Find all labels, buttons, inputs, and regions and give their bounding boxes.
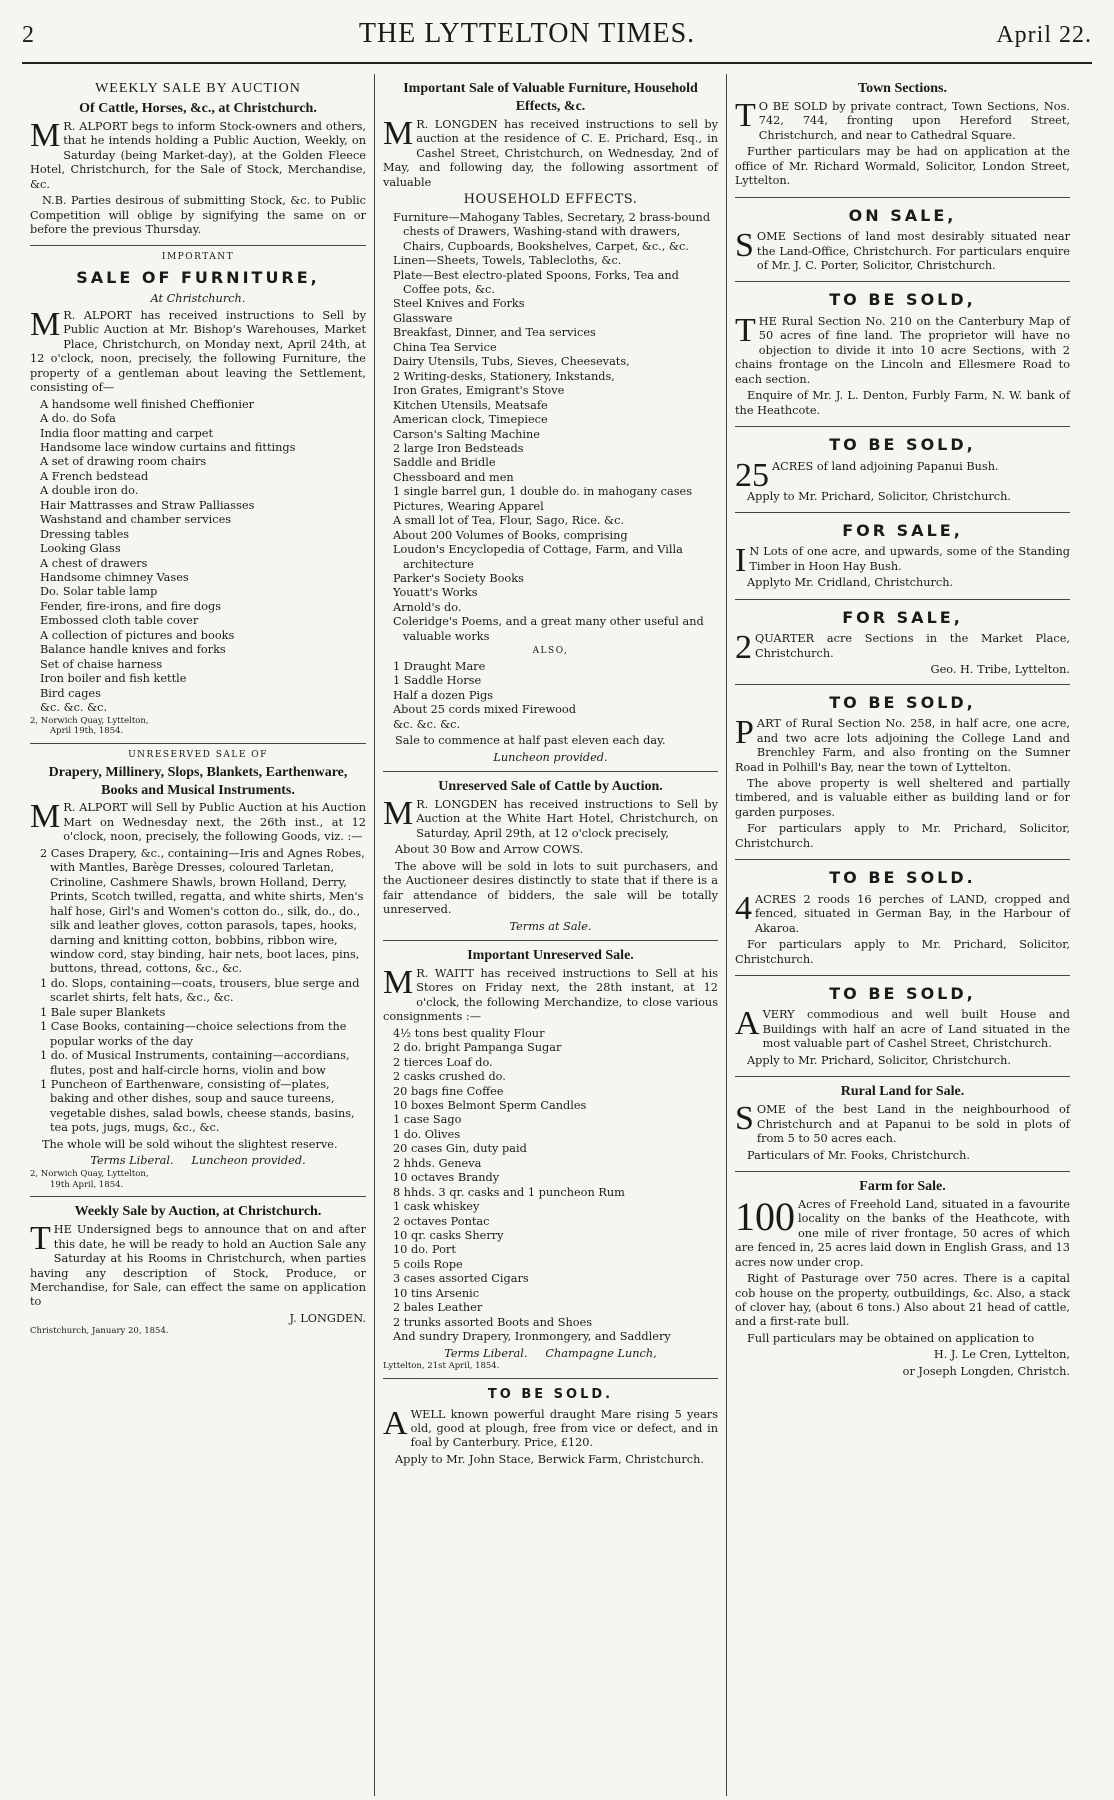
ad-body: QUARTER acre Sections in the Market Place, Christchurch. [755,632,1070,660]
list-item: &c. &c. &c. [40,701,108,715]
ad-quarter-acre [735,600,1070,685]
list-item: Plate—Best electro-plated Spoons, Forks, Tea and Coffee pots, &c. [393,268,679,296]
ad-body: R. WAITT has received instructions to Sell at his Stores on Friday next, the 28th instant, at 12 o'clock, the following Merchandize, to close various consignments :— [383,966,718,1024]
list-item: Fender, fire-irons, and fire dogs [40,599,222,613]
list-item: A handsome well finished Cheffionier [40,397,255,411]
address-line: 2, Norwich Quay, Lyttelton, [30,1168,149,1179]
list-item: A set of drawing room chairs [40,455,207,469]
ad-subheading: Of Cattle, Horses, &c., at Christchurch. [79,100,317,116]
list-item: 2 tierces Loaf do. [393,1055,493,1069]
ad-body-2: Enquire of Mr. J. L. Denton, Furbly Farm, N. W. bank of the Heathcote. [735,389,1070,417]
ad-sale-of-furniture [30,246,366,744]
ad-body-2: Particulars of Mr. Fooks, Christchurch. [747,1148,970,1162]
list-item: Do. Solar table lamp [40,585,158,599]
newspaper-title: THE LYTTELTON TIMES. [358,18,696,49]
list-item: 5 coils Rope [393,1257,463,1271]
drop-cap: A [735,1005,760,1043]
list-item: About 25 cords mixed Firewood [393,703,576,717]
ad-date: Christchurch, January 20, 1854. [30,1326,169,1337]
ad-kicker: UNRESERVED SALE OF [128,750,268,761]
ad-rural-section-210 [735,282,1070,427]
drop-cap: M [30,116,61,154]
list-item: China Tea Service [393,340,497,354]
ad-heading: Important Unreserved Sale. [467,947,634,963]
ad-heading: FOR SALE, [842,607,963,627]
ad-body: R. LONGDEN has received instructions to Sell by Auction at the White Hart Hotel, Christchurch, on Saturday, April 29th, at 12 o'clock precisely, [416,797,718,840]
list-item: 1 Case Books, containing—choice selections from the popular works of the day [40,1020,347,1048]
ad-body-2: For particulars apply to Mr. Prichard, Solicitor, Christchurch. [735,938,1070,966]
item-list [383,1027,718,1345]
list-item: Looking Glass [40,542,121,556]
drop-cap: T [735,96,756,134]
item-list [30,398,366,716]
ad-body: VERY commodious and well built House and Buildings with half an acre of Land situated in the most valuable part of Cashel Street, Christchurch. [762,1008,1070,1051]
ad-heading: Town Sections. [858,81,947,96]
list-item: 2 hhds. Geneva [393,1156,482,1170]
list-item: Saddle and Bridle [393,456,496,470]
list-item: Glassware [393,311,453,325]
ad-household-effects [383,74,718,772]
list-item: Breakfast, Dinner, and Tea services [393,326,596,340]
list-item: 2 octaves Pontac [393,1214,490,1228]
ad-heading: SALE OF FURNITURE, [76,267,320,287]
ad-heading: TO BE SOLD, [829,983,976,1003]
ad-heading: ON SALE, [848,205,957,225]
list-item: Embossed cloth table cover [40,614,199,628]
ad-draught-mare [383,1379,718,1475]
list-item: Dairy Utensils, Tubs, Sieves, Cheesevats, [393,355,630,369]
list-item: 1 Draught Mare [393,659,486,673]
list-item: Steel Knives and Forks [393,297,525,311]
column-1 [22,74,374,1796]
list-item: 2 trunks assorted Boots and Shoes [393,1315,593,1329]
ad-cattle [383,772,718,941]
list-item: 2 large Iron Bedsteads [393,441,524,455]
item-list [30,847,366,1136]
ad-on-sale [735,198,1070,283]
ad-papanui [735,427,1070,513]
drop-cap: 4 [735,889,752,927]
ad-terms: Terms at Sale. [509,919,592,933]
signature: Geo. H. Tribe, Lyttelton. [930,663,1070,677]
list-item: Pictures, Wearing Apparel [393,499,544,513]
ad-heading: FOR SALE, [842,521,963,541]
ad-heading: TO BE SOLD. [487,1386,614,1402]
ad-apply: Apply to Mr. John Stace, Berwick Farm, Christchurch. [395,1452,705,1466]
list-item: Handsome chimney Vases [40,571,189,585]
ad-body-2: Apply to Mr. Prichard, Solicitor, Christchurch. [747,1053,1011,1067]
ad-body: R. ALPORT begs to inform Stock-owners and others, that he intends holding a Public Auction, Weekly, on Saturday (being Market-day), at the Golden Fleece Hotel, Christchurch, for the Sale of Stock, Merchandise, &c. [30,119,366,191]
drop-cap: A [383,1404,408,1442]
list-item: Parker's Society Books [393,572,524,586]
list-item: A collection of pictures and books [40,628,235,642]
drop-cap: T [30,1220,51,1258]
list-item: 1 Bale super Blankets [40,1005,166,1019]
ad-body: O BE SOLD by private contract, Town Sections, Nos. 742, 744, fronting upon Hereford Street, Christchurch, and near to Cathedral Square. [758,99,1070,142]
list-item: 8 hhds. 3 qr. casks and 1 puncheon Rum [393,1185,625,1199]
drop-cap: M [30,798,61,836]
ad-body-3: For particulars apply to Mr. Prichard, Solicitor, Christchurch. [735,822,1070,850]
list-item: A small lot of Tea, Flour, Sago, Rice. &c. [393,514,625,528]
address-line: 2, Norwich Quay, Lyttelton, [30,715,149,726]
list-item: Kitchen Utensils, Meatsafe [393,398,548,412]
ad-body-2: Apply to Mr. Prichard, Solicitor, Christchurch. [747,489,1011,503]
ad-heading: Important Sale of Valuable Furniture, Household Effects, &c. [403,81,698,114]
ad-body: Acres of Freehold Land, situated in a favourite locality on the banks of the Heathcote, with one mile of river frontage, 50 acres of which are fenced in, 25 acres laid down in English Grass, and 13 acres now under crop. [735,1197,1070,1269]
ad-heading: Unreserved Sale of Cattle by Auction. [438,778,663,794]
ad-body: HE Rural Section No. 210 on the Canterbury Map of 50 acres of fine land. The proprietor will have no objection to divide it into 10 acre Sections, with 2 chains frontage on the Lincoln and Ellesmere Road to each section. [735,314,1070,386]
column-2 [374,74,726,1796]
list-item: Half a dozen Pigs [393,688,494,702]
list-item: 20 bags fine Coffee [393,1084,504,1098]
drop-cap: T [735,311,756,349]
ad-heading: TO BE SOLD, [829,692,976,712]
ad-heading: WEEKLY SALE BY AUCTION [95,81,301,96]
drop-cap: 2 [735,629,752,667]
ad-waitt [383,941,718,1379]
list-item: 2 do. bright Pampanga Sugar [393,1041,562,1055]
ad-weekly-sale [30,74,366,246]
page-number: 2 [22,22,34,48]
list-item: Furniture—Mahogany Tables, Secretary, 2 brass-bound chests of Drawers, Washing-stand with drawers, Chairs, Cupboards, Bookshelves, Carpet, &c., &c. [393,210,711,253]
also-label: ALSO, [532,646,569,657]
list-item: 2 casks crushed do. [393,1070,506,1084]
list-item: A do. do Sofa [40,412,116,426]
list-item: 10 qr. casks Sherry [393,1229,504,1243]
ad-body: ACRES 2 roods 16 perches of LAND, cropped and fenced, situated in German Bay, in the Harbour of Akaroa. [755,892,1070,935]
list-item: 1 Puncheon of Earthenware, consisting of—plates, baking and other dishes, soup and sauce tureens, vegetable dishes, salad bowls, cheese stands, basins, tea pots, jugs, mugs, &c., &c. [40,1078,355,1135]
ad-heading: Weekly Sale by Auction, at Christchurch. [74,1204,322,1220]
ad-body-2: The above property is well sheltered and partially timbered, and is valuable either as building land or for garden purposes. [735,776,1070,819]
list-item: Coleridge's Poems, and a great many other useful and valuable works [393,615,704,643]
ad-kicker: IMPORTANT [161,252,235,263]
list-item: 10 tins Arsenic [393,1286,480,1300]
ad-terms: Terms Liberal. Luncheon provided. [90,1154,306,1168]
list-item: 1 cask whiskey [393,1200,480,1214]
ad-subheading: HOUSEHOLD EFFECTS. [463,192,638,208]
signature: H. J. Le Cren, Lyttelton, [933,1348,1070,1362]
ad-closing: The whole will be sold wihout the slightest reserve. [42,1137,338,1151]
ad-body: HE Undersigned begs to announce that on and after this date, he will be ready to hold an Auction Sale any Saturday at his Rooms in Christchurch, when parties having any description of Stock, Produce, or Merchandise, for Sale, can effect the same on application to [30,1223,366,1309]
drop-cap: M [383,794,414,832]
list-item: American clock, Timepiece [393,413,548,427]
list-item: 1 single barrel gun, 1 double do. in mahogany cases [393,485,692,499]
list-item: 3 cases assorted Cigars [393,1272,529,1286]
drop-cap: S [735,1100,754,1138]
ad-rural-land [735,1077,1070,1172]
ad-town-sections [735,74,1070,198]
list-item: 1 do. of Musical Instruments, containing—accordians, flutes, post and half-circle horns, violin and bow [40,1049,350,1077]
list-item: Hair Mattrasses and Straw Palliasses [40,498,255,512]
list-item: 10 boxes Belmont Sperm Candles [393,1098,587,1112]
drop-cap: I [735,542,747,580]
ad-heading: TO BE SOLD, [829,435,976,455]
list-item: And sundry Drapery, Ironmongery, and Saddlery [393,1330,671,1344]
ad-body: R. ALPORT has received instructions to Sell by Public Auction at Mr. Bishop's Warehouses, Market Place, Christchurch, on Monday next, April 24th, at 12 o'clock, noon, precisely, the following Furniture, the property of a gentleman about leaving the Settlement, consisting of— [30,308,366,395]
ad-heading: TO BE SOLD, [829,290,976,310]
ad-body-2: Right of Pasturage over 750 acres. There is a capital cob house on the property, outbuildings, &c. Also, a stack of clover hay, (about 6 tons.) Also about 21 head of cattle, and a first-rate bull. [735,1272,1070,1329]
list-item: Youatt's Works [393,586,478,600]
ad-heading: TO BE SOLD. [829,868,976,888]
drop-cap: 25 [735,456,769,494]
ad-drapery [30,744,366,1197]
list-item: Set of chaise harness [40,657,163,671]
list-item: 2 Cases Drapery, &c., containing—Iris and Agnes Robes, with Mantles, Barège Dresses, coloured Tarletan, Crinoline, Cashmere Shawls, brown Holland, Derry, Prints, Scotch twilled, regatta, and white shirts, Men's half hose, Girl's and Women's cotton do., silk, do., do., silk and leather gloves, cotton parasols, tapes, hooks, darning and knitting cotton, bobbins, ribbon wire, window cord, stay binding, hair nets, boot laces, pins, buttons, thread, cottons, &c., &c. [40,846,365,976]
ad-body-2: The above will be sold in lots to suit purchasers, and the Auctioneer desires distinctly to state that if there is a fair attendance of bidders, the sale will be totally unreserved. [383,859,718,917]
ad-weekly-christchurch [30,1197,366,1343]
list-item: 1 Saddle Horse [393,674,482,688]
ad-body-2: Further particulars may be had on application at the office of Mr. Richard Wormald, Solicitor, London Street, Lyttelton. [735,145,1070,188]
drop-cap: P [735,714,754,752]
list-item: 2 bales Leather [393,1301,483,1315]
list-item: Iron Grates, Emigrant's Stove [393,384,565,398]
column-3 [726,74,1078,1796]
issue-date: April 22. [996,22,1092,48]
list-item: 10 do. Port [393,1243,456,1257]
list-item: 20 cases Gin, duty paid [393,1142,527,1156]
address-date: 19th April, 1854. [50,1179,124,1190]
list-item: &c. &c. &c. [393,717,461,731]
drop-cap: M [383,114,414,152]
list-item: Arnold's do. [393,600,462,614]
ad-heading: Farm for Sale. [859,1178,946,1194]
list-item: 1 do. Slops, containing—coats, trousers, blue serge and scarlet shirts, felt hats, &c., &c. [40,976,360,1005]
drop-cap: M [383,963,414,1001]
ad-rural-section-258 [735,685,1070,861]
ad-date: Lyttelton, 21st April, 1854. [383,1361,500,1372]
list-item: Iron boiler and fish kettle [40,672,187,686]
ad-terms: Luncheon provided. [493,750,608,764]
list-item: 10 octaves Brandy [393,1171,500,1185]
signature-2: or Joseph Longden, Christch. [902,1364,1070,1378]
ad-body-3: Full particulars may be obtained on application to [747,1331,1035,1345]
list-item: Washstand and chamber services [40,513,232,527]
ad-body: R. ALPORT will Sell by Public Auction at his Auction Mart on Wednesday next, the 26th inst., at 12 o'clock, noon, precisely, the following Goods, viz. :— [63,801,366,844]
list-item: Bird cages [40,686,101,700]
ad-body: WELL known powerful draught Mare rising 5 years old, good at plough, free from vice or defect, and in foal by Canterbury. Price, £120. [410,1407,718,1450]
list-item: Handsome lace window curtains and fittings [40,440,296,454]
ad-body-2: Applyto Mr. Cridland, Christchurch. [747,576,954,590]
ad-heading: Rural Land for Sale. [840,1084,965,1100]
ad-heading: Drapery, Millinery, Slops, Blankets, Earthenware, Books and Musical Instruments. [48,764,348,798]
ad-house [735,976,1070,1077]
list-item: About 200 Volumes of Books, comprising [393,528,628,542]
drop-cap: S [735,227,754,265]
ad-akaroa [735,860,1070,976]
list-item: A French bedstead [40,469,149,483]
item-list [383,211,718,645]
ad-line: About 30 Bow and Arrow COWS. [395,843,584,857]
list-item: Carson's Salting Machine [393,427,540,441]
list-item: India floor matting and carpet [40,426,214,440]
address-date: April 19th, 1854. [50,726,124,737]
ad-body: OME of the best Land in the neighbourhood of Christchurch and at Papanui to be sold in plots of from 5 to 50 acres each. [756,1103,1070,1146]
list-item: A chest of drawers [40,556,148,570]
ad-subheading: At Christchurch. [150,292,246,306]
list-item: Balance handle knives and forks [40,643,226,657]
list-item: Dressing tables [40,527,130,541]
list-item: 4½ tons best quality Flour [393,1026,545,1040]
ad-body: R. LONGDEN has received instructions to sell by auction at the residence of C. E. Prichard, Esq., in Cashel Street, Christchurch, on Wednesday, 2nd of May, and following day, the following assortment of valuable [383,117,718,189]
list-item: 1 do. Olives [393,1127,461,1141]
drop-cap: M [30,305,61,343]
item-list [383,660,718,732]
ad-body: ART of Rural Section No. 258, in half acre, one acre, and two acre lots adjoining the College Land and Brenchley Farm, and also fronting on the Sumner Road in Polhill's Bay, near the town of Lyttelton. [735,717,1070,774]
drop-cap: 100 [735,1193,795,1239]
ad-hoon-hay [735,513,1070,600]
list-item: A double iron do. [40,484,139,498]
ad-note: N.B. Parties desirous of submitting Stock, &c. to Public Competition will oblige by signifying the same on or before the previous Thursday. [30,194,366,236]
ad-closing: Sale to commence at half past eleven each day. [395,734,666,748]
masthead [22,18,1092,64]
columns [22,74,1092,1796]
signature: J. LONGDEN. [289,1311,366,1325]
ad-terms: Terms Liberal. Champagne Lunch, [444,1346,657,1360]
ad-body: ACRES of land adjoining Papanui Bush. [772,459,999,473]
list-item: Chessboard and men [393,470,514,484]
list-item: Linen—Sheets, Towels, Tablecloths, &c. [393,254,622,268]
ad-farm [735,1172,1070,1385]
list-item: 2 Writing-desks, Stationery, Inkstands, [393,369,615,383]
list-item: 1 case Sago [393,1113,462,1127]
ad-body: N Lots of one acre, and upwards, some of the Standing Timber in Hoon Hay Bush. [749,545,1070,573]
ad-body: OME Sections of land most desirably situated near the Land-Office, Christchurch. For particulars enquire of Mr. J. C. Porter, Solicitor, Christchurch. [756,230,1070,272]
list-item: Loudon's Encyclopedia of Cottage, Farm, and Villa architecture [393,543,683,571]
